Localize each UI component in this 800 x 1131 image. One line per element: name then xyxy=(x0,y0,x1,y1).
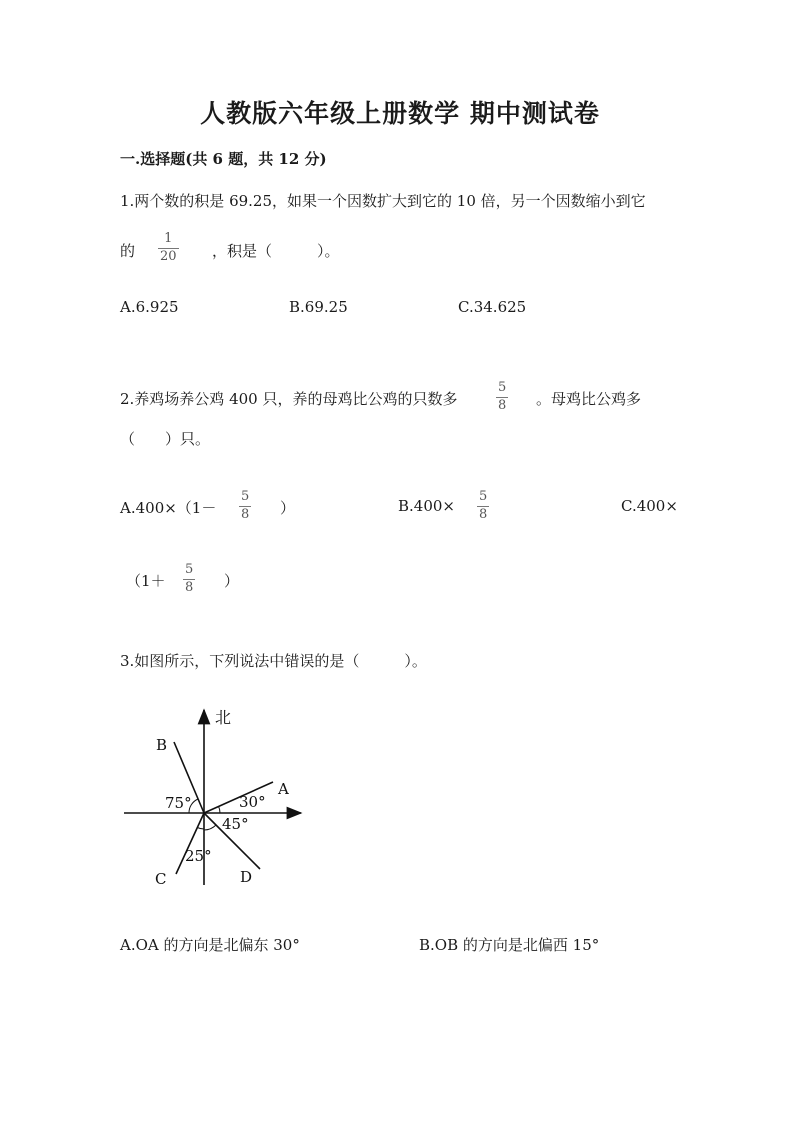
q2-option-a-suffix: ） xyxy=(280,499,296,517)
q1-fraction-numerator: 1 xyxy=(164,231,173,246)
q2-option-c-fraction xyxy=(183,563,195,596)
q2-option-b-prefix[interactable]: B.400× xyxy=(398,497,455,515)
q3-text: 3.如图所示，下列说法中错误的是（ ）。 xyxy=(120,652,427,670)
q1-option-a[interactable]: A.6.925 xyxy=(120,298,179,316)
q2-option-c-line1[interactable]: C.400× xyxy=(621,497,678,515)
fraction-numerator: 5 xyxy=(241,489,250,504)
section-heading: 一.选择题(共 6 题，共 12 分) xyxy=(120,150,327,168)
q2-option-c-line2-prefix: （1＋ xyxy=(126,572,166,590)
q3-option-b[interactable]: B.OB 的方向是北偏西 15° xyxy=(419,936,600,954)
point-c-label: C xyxy=(155,870,167,888)
q1-option-b[interactable]: B.69.25 xyxy=(289,298,348,316)
q1-fraction-denominator: 20 xyxy=(160,248,177,264)
angle-arc-d xyxy=(204,825,216,830)
q2-fraction-numerator: 5 xyxy=(498,380,507,395)
north-label: 北 xyxy=(215,708,232,727)
q1-line1: 1.两个数的积是 69.25，如果一个因数扩大到它的 10 倍，另一个因数缩小到它 xyxy=(120,192,646,210)
fraction-denominator: 8 xyxy=(479,506,488,522)
angle-c-label: 25° xyxy=(185,847,212,865)
fraction-numerator: 5 xyxy=(185,562,194,577)
angle-b-label: 75° xyxy=(165,794,192,812)
point-d-label: D xyxy=(240,868,253,886)
q2-line2: （ ）只。 xyxy=(120,430,211,448)
direction-diagram xyxy=(118,698,318,893)
q2-option-a-fraction xyxy=(239,490,251,523)
q1-option-c[interactable]: C.34.625 xyxy=(458,298,527,316)
q2-option-a-prefix[interactable]: A.400×（1－ xyxy=(120,499,217,517)
fraction-denominator: 8 xyxy=(241,506,250,522)
q2-line1-prefix: 2.养鸡场养公鸡 400 只，养的母鸡比公鸡的只数多 xyxy=(120,390,458,408)
q1-line2-suffix: ，积是（ ）。 xyxy=(212,242,340,260)
q2-line1-suffix: 。母鸡比公鸡多 xyxy=(536,390,642,408)
angle-d-label: 45° xyxy=(222,815,249,833)
q2-option-c-line2-suffix: ） xyxy=(224,572,240,590)
q2-option-b-fraction xyxy=(477,490,489,523)
fraction-numerator: 5 xyxy=(479,489,488,504)
angle-arc-a xyxy=(219,806,220,813)
page-title: 人教版六年级上册数学 期中测试卷 xyxy=(200,99,600,128)
q1-fraction xyxy=(158,232,179,265)
point-b-label: B xyxy=(156,736,168,754)
q1-line2-prefix: 的 xyxy=(120,242,136,260)
point-a-label: A xyxy=(278,780,289,798)
fraction-denominator: 8 xyxy=(185,579,194,595)
angle-a-label: 30° xyxy=(239,793,266,811)
q2-fraction-denominator: 8 xyxy=(498,397,507,413)
q3-option-a[interactable]: A.OA 的方向是北偏东 30° xyxy=(120,936,300,954)
q2-fraction xyxy=(496,381,508,414)
angle-arc-c xyxy=(197,828,204,830)
